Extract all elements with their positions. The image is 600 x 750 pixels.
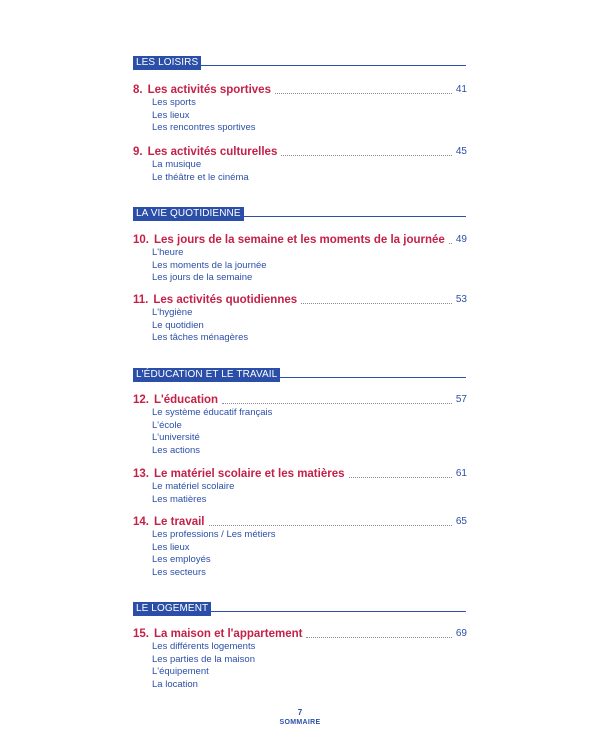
subtopic-item: La location: [152, 678, 198, 690]
dot-leader: [281, 154, 452, 156]
subtopic-list: [152, 641, 255, 691]
chapter-number: 9.: [133, 146, 143, 158]
chapter-15[interactable]: [133, 627, 467, 641]
subtopic-list: [152, 407, 272, 457]
section-header-education-travail: L'ÉDUCATION ET LE TRAVAIL: [133, 368, 280, 382]
chapter-13[interactable]: [133, 467, 467, 481]
subtopic-list: [152, 529, 276, 579]
subtopic-item: Les parties de la maison: [152, 653, 255, 665]
chapter-number: 10.: [133, 234, 149, 246]
chapter-page-number: 61: [455, 468, 467, 479]
chapter-page-number: 57: [455, 394, 467, 405]
subtopic-item: La musique: [152, 159, 202, 170]
dot-leader: [349, 476, 452, 478]
chapter-number: 8.: [133, 84, 143, 96]
subtopic-item: Les actions: [152, 444, 201, 456]
subtopic-item: Les différents logements: [152, 641, 256, 652]
chapter-page-number: 53: [455, 294, 467, 305]
subtopic-item: Les secteurs: [152, 566, 206, 578]
chapter-10[interactable]: [133, 233, 467, 247]
chapter-title: Les activités culturelles: [147, 146, 278, 158]
chapter-title: Le matériel scolaire et les matières: [154, 468, 345, 480]
chapter-title: Les activités quotidiennes: [153, 294, 298, 306]
chapter-number: 12.: [133, 394, 149, 406]
chapter-9[interactable]: [133, 145, 467, 159]
subtopic-item: L'heure: [152, 247, 184, 258]
subtopic-item: L'école: [152, 419, 182, 431]
subtopic-item: Les lieux: [152, 109, 190, 121]
dot-leader: [301, 302, 452, 304]
dot-leader: [275, 92, 452, 94]
chapter-page-number: 49: [455, 234, 467, 245]
chapter-title: Le travail: [154, 516, 205, 528]
chapter-number: 14.: [133, 516, 149, 528]
subtopic-item: L'équipement: [152, 666, 209, 677]
subtopic-item: Le système éducatif français: [152, 407, 273, 418]
dot-leader: [222, 402, 452, 404]
footer-label: SOMMAIRE: [279, 719, 321, 726]
subtopic-list: [152, 307, 248, 345]
chapter-page-number: 65: [455, 516, 467, 527]
section-header-vie-quotidienne: LA VIE QUOTIDIENNE: [133, 207, 244, 221]
subtopic-item: Les rencontres sportives: [152, 122, 256, 133]
subtopic-list: [152, 247, 267, 285]
section-header-logement: LE LOGEMENT: [133, 602, 211, 616]
chapter-number: 11.: [133, 294, 149, 306]
subtopic-item: Les moments de la journée: [152, 259, 267, 271]
subtopic-item: L'hygiène: [152, 307, 193, 318]
chapter-page-number: 69: [455, 628, 467, 639]
chapter-title: L'éducation: [154, 394, 219, 406]
chapter-page-number: 41: [455, 84, 467, 95]
subtopic-item: Les jours de la semaine: [152, 272, 253, 283]
chapter-number: 15.: [133, 628, 149, 640]
chapter-number: 13.: [133, 468, 149, 480]
subtopic-item: Les lieux: [152, 541, 190, 553]
footer-page-number: 7: [297, 708, 303, 717]
subtopic-list: [152, 481, 234, 506]
subtopic-list: [152, 159, 249, 184]
chapter-11[interactable]: [133, 293, 467, 307]
subtopic-item: Les tâches ménagères: [152, 332, 249, 343]
subtopic-item: L'université: [152, 432, 200, 443]
chapter-8[interactable]: [133, 83, 467, 97]
page-footer: [0, 708, 600, 727]
chapter-14[interactable]: [133, 515, 467, 529]
chapter-title: Les activités sportives: [147, 84, 271, 96]
subtopic-item: Les matières: [152, 493, 207, 505]
section-header-loisirs: LES LOISIRS: [133, 56, 201, 70]
subtopic-item: Le matériel scolaire: [152, 481, 235, 492]
subtopic-item: Le théâtre et le cinéma: [152, 171, 249, 183]
dot-leader: [209, 524, 452, 526]
subtopic-list: [152, 97, 256, 135]
chapter-page-number: 45: [455, 146, 467, 157]
subtopic-item: Les employés: [152, 554, 211, 565]
subtopic-item: Les sports: [152, 97, 196, 108]
dot-leader: [306, 636, 451, 638]
chapter-12[interactable]: [133, 393, 467, 407]
chapter-title: La maison et l'appartement: [154, 628, 303, 640]
dot-leader: [449, 242, 452, 244]
subtopic-item: Le quotidien: [152, 319, 204, 331]
subtopic-item: Les professions / Les métiers: [152, 529, 276, 540]
chapter-title: Les jours de la semaine et les moments de la journée: [154, 234, 445, 246]
